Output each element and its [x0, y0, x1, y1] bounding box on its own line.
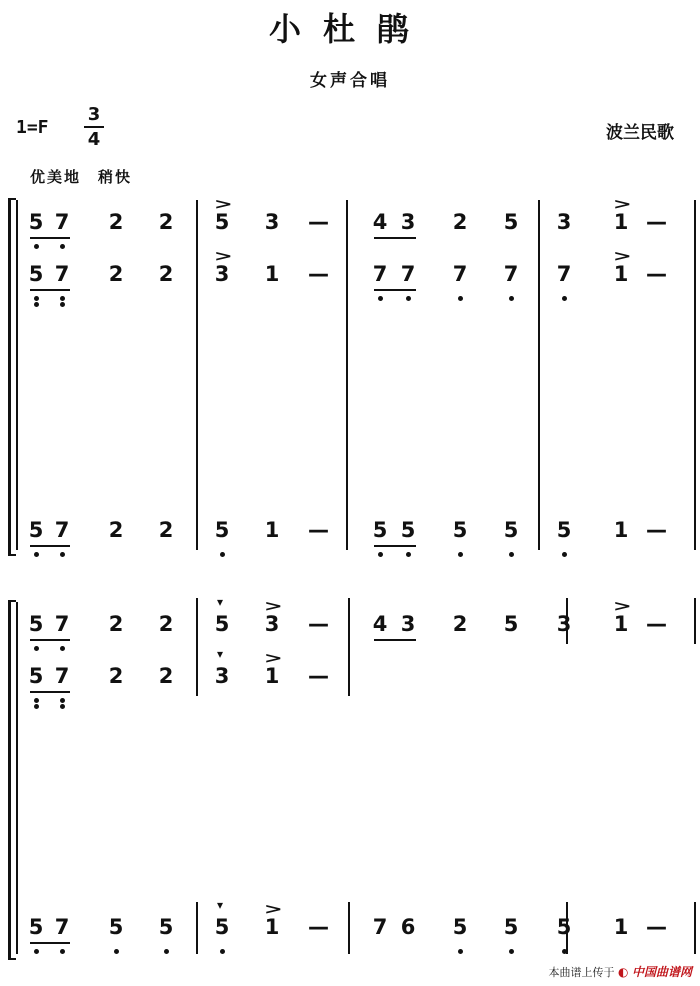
key-signature: 1=F: [16, 117, 49, 138]
accent-mark: >: [263, 597, 283, 615]
note: —: [308, 518, 329, 542]
octave-dot: [509, 296, 514, 301]
octave-dot: [406, 296, 411, 301]
system-line: [16, 602, 18, 954]
note: 5: [214, 518, 230, 542]
note: 5: [372, 518, 388, 542]
octave-dot: [220, 552, 225, 557]
octave-dot: [164, 949, 169, 954]
note: 7: [372, 262, 388, 286]
note: 1: [264, 664, 280, 688]
note: 5: [28, 664, 44, 688]
note: —: [646, 262, 667, 286]
bar-line: [566, 598, 568, 644]
note: 3: [400, 612, 416, 636]
beam: [374, 545, 416, 547]
system-brace: [8, 600, 16, 960]
note: 5: [503, 518, 519, 542]
note: 5: [158, 915, 174, 939]
note: 7: [400, 262, 416, 286]
time-signature-top: 3: [87, 104, 101, 125]
note: —: [308, 612, 329, 636]
note: 3: [264, 612, 280, 636]
octave-dot: [562, 552, 567, 557]
note: 3: [400, 210, 416, 234]
system-line: [16, 200, 18, 550]
note: 5: [400, 518, 416, 542]
score-subtitle: 女声合唱: [310, 71, 390, 91]
note: 2: [452, 210, 468, 234]
accent-mark: >: [213, 195, 233, 213]
tempo-marking: 优美地 稍快: [30, 168, 133, 186]
note: 5: [28, 915, 44, 939]
octave-dot: [60, 552, 65, 557]
note: 7: [54, 262, 70, 286]
octave-dot: [34, 552, 39, 557]
beam: [30, 289, 70, 291]
note: 5: [452, 518, 468, 542]
note: 1: [264, 518, 280, 542]
note: —: [308, 915, 329, 939]
octave-dot: [34, 296, 39, 301]
breath-mark: ▾: [217, 898, 224, 912]
note: —: [646, 210, 667, 234]
bar-line: [196, 598, 198, 696]
note: 4: [372, 210, 388, 234]
accent-mark: >: [263, 900, 283, 918]
note: 7: [372, 915, 388, 939]
note: 3: [214, 262, 230, 286]
bar-line: [348, 902, 350, 954]
note: 7: [556, 262, 572, 286]
note: 2: [108, 518, 124, 542]
composer-credit: 波兰民歌: [606, 123, 674, 143]
beam: [374, 237, 416, 239]
note: 1: [613, 612, 629, 636]
accent-mark: >: [612, 247, 632, 265]
beam: [30, 639, 70, 641]
note: 2: [108, 262, 124, 286]
note: 7: [54, 915, 70, 939]
octave-dot: [60, 646, 65, 651]
note: 5: [214, 612, 230, 636]
note: 5: [452, 915, 468, 939]
beam: [30, 545, 70, 547]
bar-line: [196, 200, 198, 550]
octave-dot: [562, 296, 567, 301]
beam: [374, 639, 416, 641]
note: 5: [503, 612, 519, 636]
accent-mark: >: [213, 247, 233, 265]
bar-line: [348, 598, 350, 696]
note: —: [646, 518, 667, 542]
note: 2: [108, 664, 124, 688]
note: —: [646, 612, 667, 636]
octave-dot: [34, 949, 39, 954]
note: 2: [108, 210, 124, 234]
beam: [30, 237, 70, 239]
bar-line: [566, 902, 568, 954]
octave-dot: [60, 704, 65, 709]
octave-dot: [60, 296, 65, 301]
octave-dot: [60, 698, 65, 703]
octave-dot: [34, 704, 39, 709]
bar-line: [346, 200, 348, 550]
note: 5: [503, 915, 519, 939]
note: 3: [556, 612, 572, 636]
note: 3: [556, 210, 572, 234]
octave-dot: [34, 698, 39, 703]
note: 5: [503, 210, 519, 234]
breath-mark: ▾: [217, 647, 224, 661]
note: 7: [452, 262, 468, 286]
octave-dot: [60, 244, 65, 249]
note: 7: [54, 210, 70, 234]
octave-dot: [60, 949, 65, 954]
octave-dot: [406, 552, 411, 557]
octave-dot: [509, 949, 514, 954]
octave-dot: [34, 646, 39, 651]
footer-upload-text: 本曲谱上传于: [548, 966, 615, 979]
note: 1: [264, 915, 280, 939]
note: 6: [400, 915, 416, 939]
note: —: [646, 915, 667, 939]
octave-dot: [114, 949, 119, 954]
note: 5: [214, 210, 230, 234]
score-title: 小杜鹃: [268, 10, 431, 48]
note: 2: [158, 210, 174, 234]
note: 5: [556, 915, 572, 939]
note: 3: [214, 664, 230, 688]
note: —: [308, 664, 329, 688]
accent-mark: >: [612, 195, 632, 213]
bar-line: [538, 200, 540, 550]
note: 7: [54, 664, 70, 688]
bar-line: [196, 902, 198, 954]
note: 7: [503, 262, 519, 286]
octave-dot: [458, 949, 463, 954]
note: 2: [108, 612, 124, 636]
note: 5: [28, 612, 44, 636]
note: 5: [556, 518, 572, 542]
note: 2: [158, 612, 174, 636]
note: 5: [214, 915, 230, 939]
note: 1: [613, 210, 629, 234]
octave-dot: [509, 552, 514, 557]
note: —: [308, 210, 329, 234]
note: 1: [613, 262, 629, 286]
note: 1: [613, 915, 629, 939]
note: 4: [372, 612, 388, 636]
beam: [374, 289, 416, 291]
note: 1: [613, 518, 629, 542]
accent-mark: >: [263, 649, 283, 667]
note: 2: [158, 518, 174, 542]
note: 5: [28, 210, 44, 234]
note: 5: [28, 262, 44, 286]
note: 2: [158, 262, 174, 286]
bar-line: [694, 200, 696, 550]
note: 2: [452, 612, 468, 636]
note: 7: [54, 518, 70, 542]
bar-line: [694, 902, 696, 954]
breath-mark: ▾: [217, 595, 224, 609]
time-signature-bottom: 4: [87, 129, 101, 150]
note: —: [308, 262, 329, 286]
site-logo: ◐: [618, 965, 629, 979]
octave-dot: [458, 552, 463, 557]
system-brace: [8, 198, 16, 556]
octave-dot: [458, 296, 463, 301]
octave-dot: [220, 949, 225, 954]
note: 7: [54, 612, 70, 636]
octave-dot: [34, 302, 39, 307]
bar-line: [694, 598, 696, 644]
note: 2: [158, 664, 174, 688]
note: 5: [108, 915, 124, 939]
footer-credit: [549, 963, 693, 980]
octave-dot: [34, 244, 39, 249]
note: 1: [264, 262, 280, 286]
note: 3: [264, 210, 280, 234]
time-signature-line: [84, 126, 104, 128]
octave-dot: [60, 302, 65, 307]
beam: [30, 691, 70, 693]
octave-dot: [378, 552, 383, 557]
octave-dot: [378, 296, 383, 301]
accent-mark: >: [612, 597, 632, 615]
beam: [30, 942, 70, 944]
note: 5: [28, 518, 44, 542]
time-signature: [84, 104, 104, 150]
site-name[interactable]: 中国曲谱网: [631, 965, 692, 979]
